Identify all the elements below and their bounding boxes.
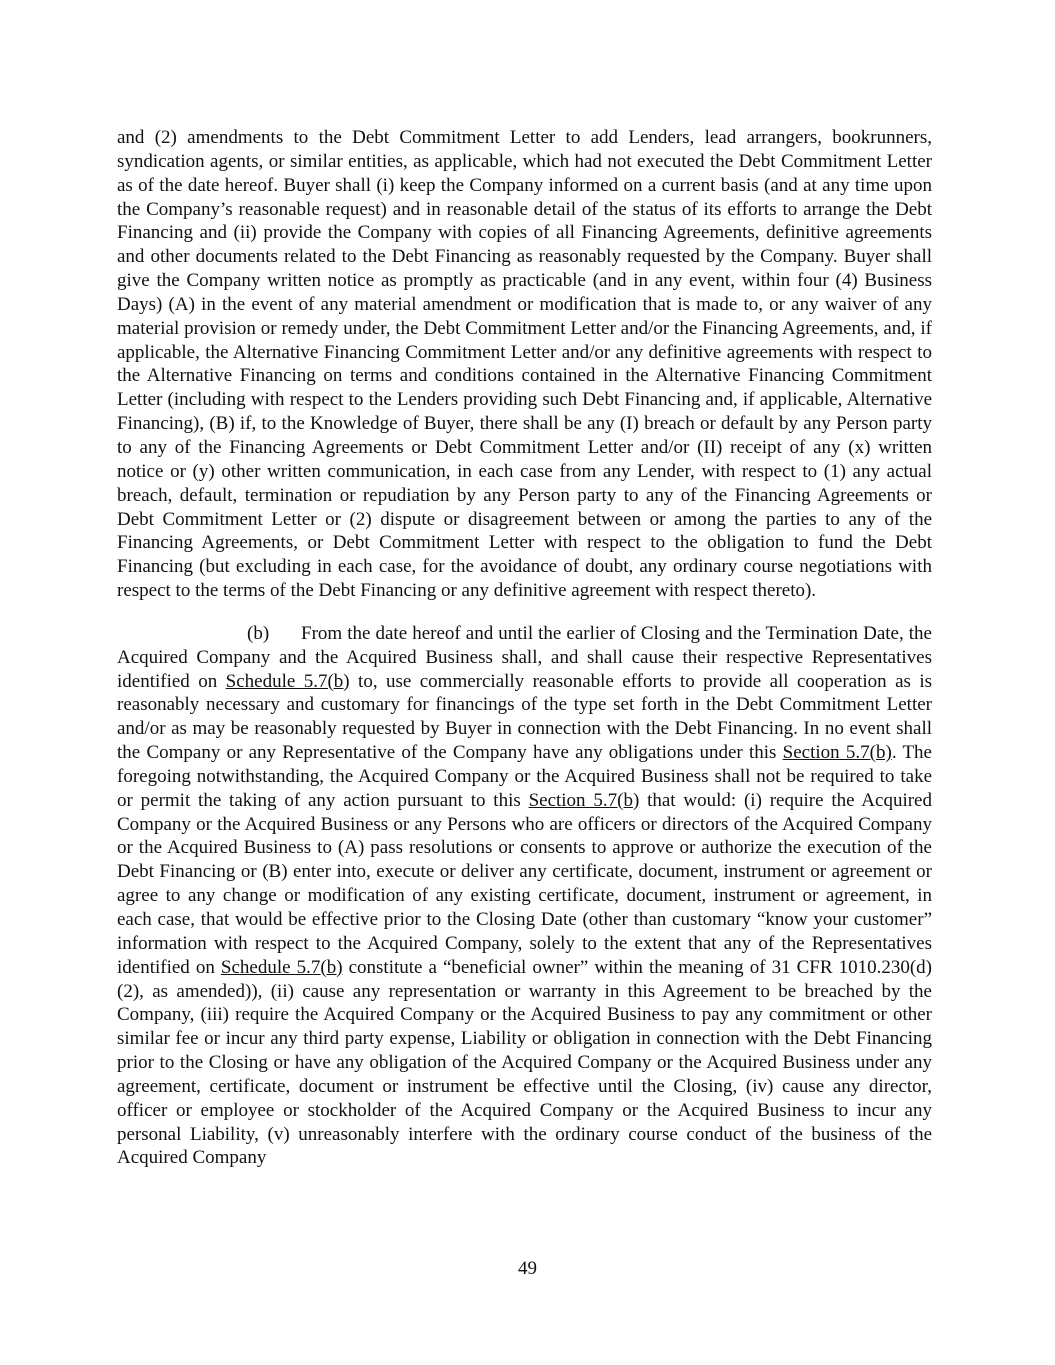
paragraph-2-segment-3: . The foregoing notwithstanding, the Acquired Company or the Acquired Business shall not be required to take or permit the taking of any action pursuant to this — [117, 742, 932, 811]
paragraph-2-segment-1: From the date hereof and until the earlier of Closing and the Termination Date, the Acquired Company and the Acquired Business shall, and shall cause their respective Representatives identified on — [117, 622, 932, 692]
paragraph-2-segment-2: to, use commercially reasonable efforts to provide all cooperation as is reasonably necessary and customary for financings of the type set forth in the Debt Commitment Letter and/or as may be reasonably requested by Buyer in connection with the Debt Financing. In no event shall the Company or any Representative of the Company have any obligations under this — [117, 670, 932, 764]
document-page — [117, 126, 932, 1170]
paragraph-1-text: and (2) amendments to the Debt Commitment Letter to add Lenders, lead arrangers, bookrunners, syndication agents, or similar entities, as applicable, which had not executed the Debt Commitment Letter as of the date hereof. Buyer shall (i) keep the Company informed on a current basis (and at any time upon the Company’s reasonable request) and in reasonable detail of the status of its efforts to arrange the Debt Financing and (ii) provide the Company with copies of all Financing Agreements, definitive agreements and other documents related to the Debt Financing as reasonably requested by the Company. Buyer shall give the Company written notice as promptly as practicable (and in any event, within four (4) Business Days) (A) in the event of any material amendment or modification that is made to, or any waiver of any material provision or remedy under, the Debt Commitment Letter and/or the Financing Agreements, and, if applicable, the Alternative Financing Commitment Letter and/or any definitive agreements with respect to the Alternative Financing on terms and conditions contained in the Alternative Financing Commitment Letter (including with respect to the Lenders providing such Debt Financing and, if applicable, Alternative Financing), (B) if, to the Knowledge of Buyer, there shall be any (I) breach or default by any Person party to any of the Financing Agreements or Debt Commitment Letter and/or (II) receipt of any (x) written notice or (y) other written communication, in each case from any Lender, with respect to (1) any actual breach, default, termination or repudiation by any Person party to any of the Financing Agreements or Debt Commitment Letter or (2) dispute or disagreement between or among the parties to any of the Financing Agreements, or Debt Commitment Letter with respect to the obligation to fund the Debt Financing (but excluding in each case, for the avoidance of doubt, any ordinary course negotiations with respect to the terms of the Debt Financing or any definitive agreement with respect thereto). — [117, 127, 932, 602]
section-reference: Section 5.7(b) — [528, 789, 640, 811]
subsection-label: (b) — [247, 622, 270, 644]
paragraph-section-b — [117, 622, 932, 1170]
schedule-reference: Schedule 5.7(b) — [220, 956, 343, 978]
paragraph-2-segment-4: that would: (i) require the Acquired Company or the Acquired Business or any Persons who are officers or directors of the Acquired Company or the Acquired Business to (A) pass resolutions or consents to approve or authorize the execution of the Debt Financing or (B) enter into, execute or deliver any certificate, document, instrument or agreement or agree to any change or modification of any existing certificate, document, instrument or agreement, in each case, that would be effective prior to the Closing Date (other than customary “know your customer” information with respect to the Acquired Company, solely to the extent that any of the Representatives identified on — [117, 789, 932, 978]
page-number: 49 — [518, 1258, 537, 1279]
section-reference: Section 5.7(b) — [782, 742, 892, 764]
paragraph-2-segment-5: constitute a “beneficial owner” within the meaning of 31 CFR 1010.230(d)(2), as amended)), (ii) cause any representation or warranty in this Agreement to be breached by the Company, (iii) require the Acquired Company or the Acquired Business to pay any commitment or other similar fee or incur any third party expense, Liability or obligation in connection with the Debt Financing prior to the Closing or have any obligation of the Acquired Company or the Acquired Business under any agreement, certificate, document or instrument be effective until the Closing, (iv) cause any director, officer or employee or stockholder of the Acquired Company or the Acquired Business to incur any personal Liability, (v) unreasonably interfere with the ordinary course conduct of the business of the Acquired Company — [117, 956, 932, 1169]
schedule-reference: Schedule 5.7(b) — [225, 670, 350, 692]
paragraph-continuation — [117, 126, 932, 603]
